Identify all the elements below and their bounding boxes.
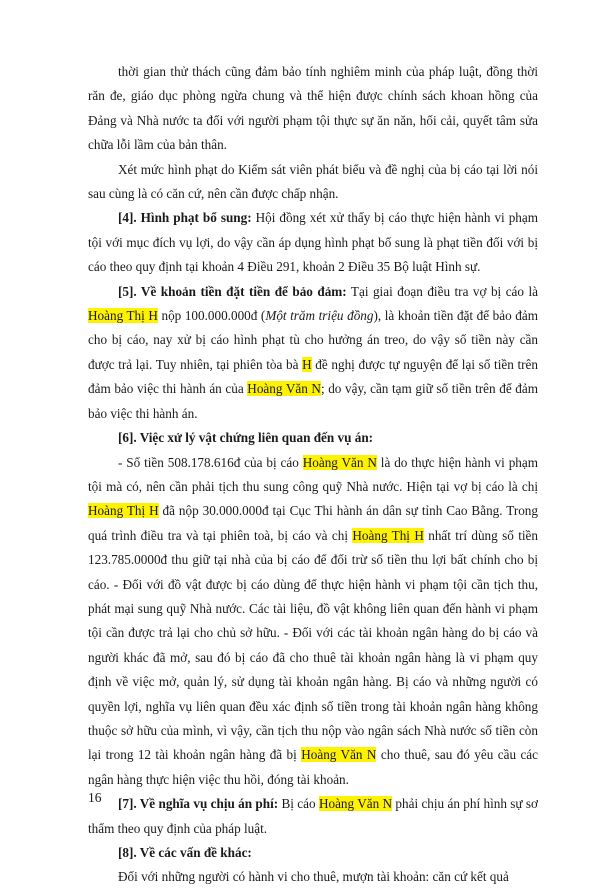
paragraph-text: - Số tiền 508.178.616đ của bị cáo — [118, 454, 303, 470]
paragraph-text: cho thuê, sau đó yêu cầu các ngân hàng thực hiện việc thu hồi, đóng tài khoản. — [88, 747, 539, 787]
paragraph-text: Hội đồng xét xử thấy bị cáo thực hiện hành vi phạm tội với mục đích vụ lợi, do vậy cần áp dụng hình phạt bổ sung là phạt tiền đối với bị cáo theo quy định tại khoản 4 Điều 291, khoản 2 Điều 35 Bộ luật Hình sự. — [88, 210, 538, 275]
paragraph-text: Đối với những người có hành vi cho thuê, mượn tài khoản: căn cứ kết quả — [118, 869, 509, 885]
section-heading: [6]. Việc xử lý vật chứng liên quan đến vụ án: — [118, 430, 374, 446]
highlighted-name: Hoàng Văn N — [302, 454, 377, 470]
paragraph-text: ; do vậy, cần tạm giữ số tiền trên để đảm bảo việc thi hành án. — [88, 381, 539, 421]
highlighted-name: Hoàng Văn N — [247, 381, 321, 397]
highlighted-name: Hoàng Thị H — [88, 503, 159, 519]
highlighted-name: Hoàng Văn N — [301, 747, 377, 763]
paragraph-text: nộp 100.000.000đ ( — [157, 308, 266, 324]
section-heading: [7]. Về nghĩa vụ chịu án phí: — [118, 796, 279, 812]
highlighted-name: Hoàng Thị H — [352, 527, 424, 543]
document-body — [88, 60, 538, 890]
paragraph-text: thời gian thử thách cũng đảm bảo tính nghiêm minh của pháp luật, đồng thời răn đe, giáo dục phòng ngừa chung và thể hiện được chính sách khoan hồng của Đảng và Nhà nước ta đối với người phạm tội thực sự ăn năn, hối cải, quyết tâm sửa chữa lỗi lầm của bản thân. — [88, 64, 538, 153]
highlighted-name: Hoàng Thị H — [88, 308, 158, 324]
paragraph-text: ), là khoản tiền đặt để bảo đảm cho bị cáo, nay xử bị cáo hình phạt tù cho hưởng án treo, do vậy số tiền này cần được trả lại. Tuy nhiên, tại phiên tòa bà — [88, 308, 538, 372]
section-heading: [4]. Hình phạt bổ sung: — [118, 210, 252, 226]
amount-in-words: Một trăm triệu đồng — [265, 308, 374, 324]
page-number: 16 — [88, 790, 102, 805]
paragraph-text: nhất trí dùng số tiền 123.785.0000đ thu giữ tại nhà của bị cáo để đối trừ số tiền thu lợi bất chính cho bị cáo. - Đối với đồ vật được bị cáo dùng để thực hiện hành vi phạm tội cần tịch thu, phát mại sung quỹ Nhà nước. Các tài liệu, đồ vật không liên quan đến hành vi phạm tội cần được trả lại cho chủ sở hữu. - Đối với các tài khoản ngân hàng do bị cáo và người khác đã mở, sau đó bị cáo đã cho thuê tài khoản ngân hàng là vi phạm quy định về việc mở, quản lý, sử dụng tài khoản ngân hàng. Bị cáo và những người có quyền lợi, nghĩa vụ liên quan đều xác định số tiền trong tài khoản ngân hàng không thuộc sở hữu của mình, vì vậy, cần tịch thu nộp vào ngân sách Nhà nước số tiền còn lại trong 12 tài khoản ngân hàng đã bị — [88, 527, 538, 763]
section-heading: [8]. Về các vấn đề khác: — [118, 845, 252, 860]
paragraph-text: là do thực hiện hành vi phạm tội mà có, nên cần phải tịch thu sung công quỹ Nhà nước. Hiện tại vợ bị cáo là chị — [88, 454, 539, 494]
paragraph-account-rental — [88, 865, 538, 889]
paragraph-text: đã nộp 30.000.000đ tại Cục Thi hành án dân sự tỉnh Cao Bằng. Trong quá trình điều tra và tại phiên toà, bị cáo và chị — [88, 503, 538, 543]
paragraph-text: Bị cáo — [278, 796, 319, 812]
highlighted-name: H — [302, 356, 312, 372]
section-6-evidence-handling — [88, 451, 538, 793]
section-8-heading — [88, 841, 538, 865]
paragraph-text: phải chịu án phí hình sự sơ thẩm theo quy định của pháp luật. — [88, 796, 538, 836]
paragraph-text: Tại giai đoạn điều tra vợ bị cáo là — [346, 283, 538, 299]
highlighted-name: Hoàng Văn N — [318, 796, 393, 812]
section-heading: [5]. Về khoản tiền đặt tiền để bảo đảm: — [118, 283, 347, 299]
paragraph-text: đề nghị được tự nguyện để lại số tiền trên đảm bảo việc thi hành án của — [88, 356, 538, 397]
section-6-heading — [88, 426, 538, 450]
section-7-court-fees — [88, 792, 538, 841]
paragraph-text: Xét mức hình phạt do Kiểm sát viên phát biểu và đề nghị của bị cáo tại lời nói sau cùng là có căn cứ, nên cần được chấp nhận. — [88, 161, 538, 202]
paragraph-sentence-accepted — [88, 158, 538, 207]
section-4-additional-penalty — [88, 206, 538, 279]
paragraph-probation — [88, 60, 538, 158]
section-5-security-deposit — [88, 280, 538, 426]
